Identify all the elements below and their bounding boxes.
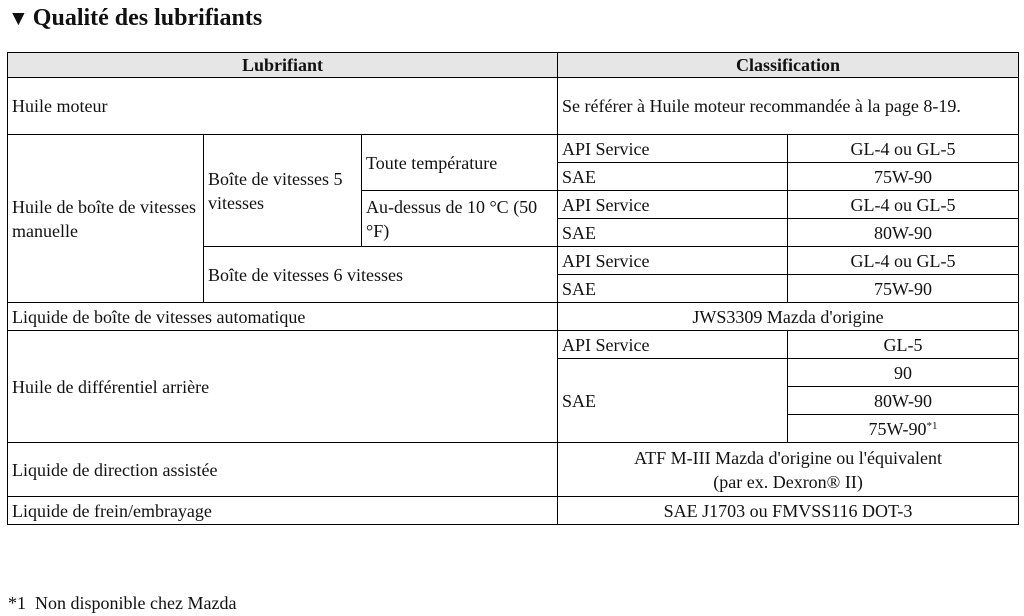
footnote-mark: *1	[926, 419, 938, 432]
api-service-value: GL-4 ou GL-5	[788, 135, 1019, 163]
api-service-label: API Service	[558, 135, 788, 163]
triangle-down-icon: ▼	[8, 6, 29, 30]
power-steering-label: Liquide de direction assistée	[8, 443, 558, 497]
sae-value-text: 75W-90	[868, 418, 927, 439]
table-row	[8, 443, 1019, 497]
header-lubricant: Lubrifiant	[8, 53, 558, 78]
table-header-row	[8, 53, 1019, 78]
sae-label: SAE	[558, 359, 788, 443]
footnote	[8, 592, 236, 614]
power-steering-value-line1: ATF M-III Mazda d'origine ou l'équivalent	[634, 447, 942, 468]
sae-value: 80W-90	[788, 387, 1019, 415]
table-row	[8, 331, 1019, 359]
api-service-label: API Service	[558, 247, 788, 275]
all-temp-label: Toute température	[362, 135, 558, 191]
atf-value: JWS3309 Mazda d'origine	[558, 303, 1019, 331]
power-steering-value	[558, 443, 1019, 497]
sae-value: 90	[788, 359, 1019, 387]
brake-fluid-label: Liquide de frein/embrayage	[8, 497, 558, 525]
table-row	[8, 135, 1019, 163]
footnote-text: Non disponible chez Mazda	[35, 593, 237, 613]
api-service-label: API Service	[558, 191, 788, 219]
sae-value-footnoted	[788, 415, 1019, 443]
api-service-value: GL-4 ou GL-5	[788, 191, 1019, 219]
sae-value: 80W-90	[788, 219, 1019, 247]
title-text: Qualité des lubrifiants	[32, 5, 263, 31]
header-classification: Classification	[558, 53, 1019, 78]
lubricant-table	[7, 52, 1019, 525]
footnote-mark: *1	[8, 593, 26, 613]
atf-label: Liquide de boîte de vitesses automatique	[8, 303, 558, 331]
above10-label: Au-dessus de 10 °C (50 °F)	[362, 191, 558, 247]
table-row	[8, 78, 1019, 135]
sae-value: 75W-90	[788, 163, 1019, 191]
sae-value: 75W-90	[788, 275, 1019, 303]
table-row	[8, 303, 1019, 331]
engine-oil-value: Se référer à Huile moteur recommandée à la page 8-19.	[558, 78, 1019, 135]
sae-label: SAE	[558, 163, 788, 191]
table-row	[8, 497, 1019, 525]
engine-oil-label: Huile moteur	[8, 78, 558, 135]
sae-label: SAE	[558, 219, 788, 247]
sae-label: SAE	[558, 275, 788, 303]
gearbox6-label: Boîte de vitesses 6 vitesses	[204, 247, 558, 303]
page-title	[8, 2, 262, 34]
api-service-value: GL-4 ou GL-5	[788, 247, 1019, 275]
power-steering-value-line2: (par ex. Dexron® II)	[713, 471, 863, 492]
brake-fluid-value: SAE J1703 ou FMVSS116 DOT-3	[558, 497, 1019, 525]
api-service-value: GL-5	[788, 331, 1019, 359]
api-service-label: API Service	[558, 331, 788, 359]
manual-gearbox-label: Huile de boîte de vitesses manuelle	[8, 135, 204, 303]
gearbox5-label: Boîte de vitesses 5 vitesses	[204, 135, 362, 247]
rear-diff-label: Huile de différentiel arrière	[8, 331, 558, 443]
